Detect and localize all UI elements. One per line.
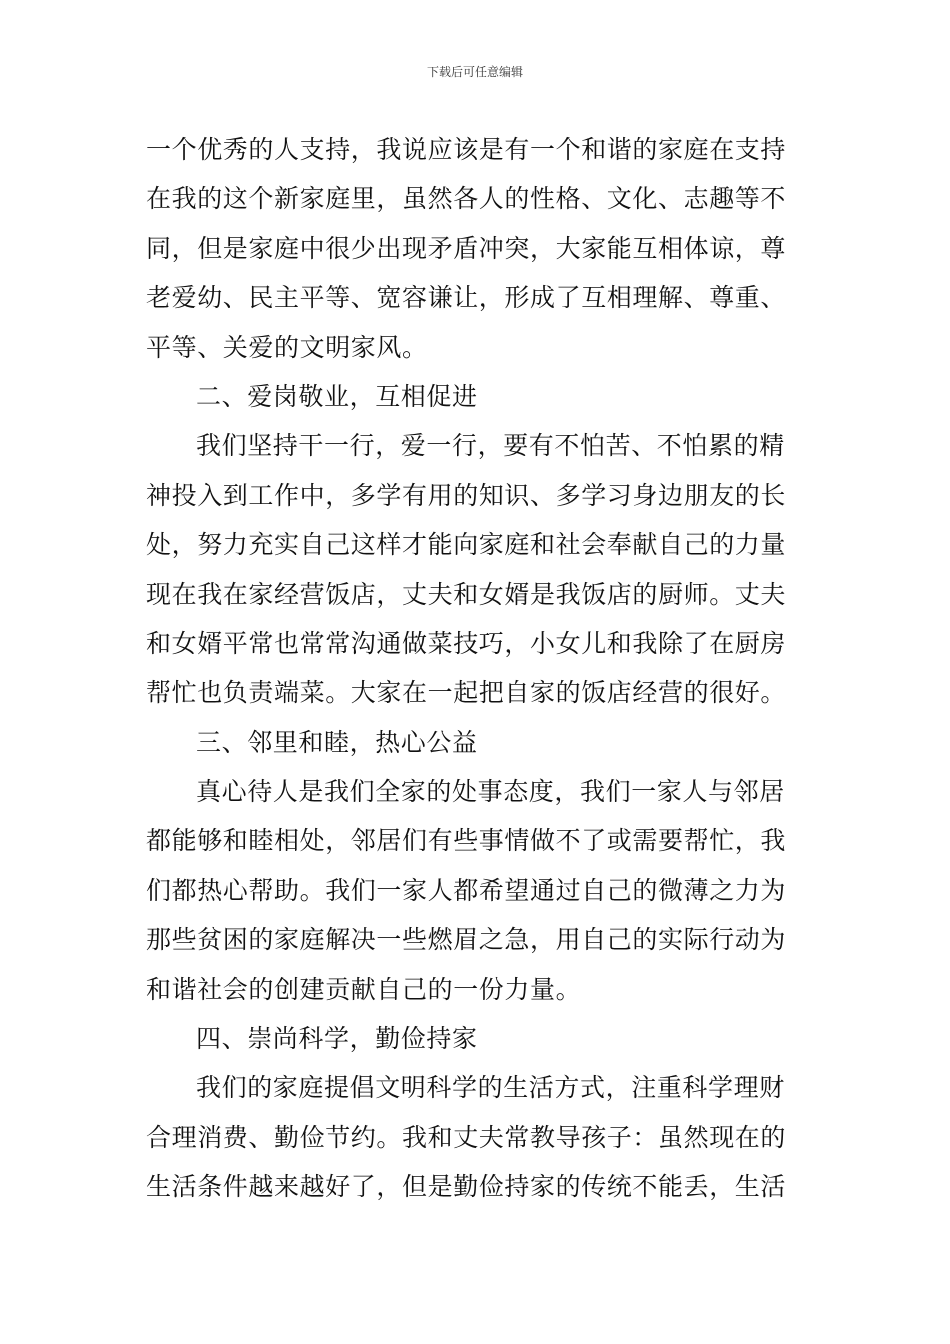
text-line: 现在我在家经营饭店，丈夫和女婿是我饭店的厨师。丈夫 <box>146 579 787 609</box>
text-line: 帮忙也负责端菜。大家在一起把自家的饭店经营的很好。 <box>146 678 787 708</box>
text-line: 合理消费、勤俭节约。我和丈夫常教导孩子：虽然现在的 <box>146 1122 787 1152</box>
text-line: 都能够和睦相处，邻居们有些事情做不了或需要帮忙，我 <box>146 826 787 856</box>
text-line: 和女婿平常也常常沟通做菜技巧，小女儿和我除了在厨房 <box>146 628 787 658</box>
document-body <box>146 125 806 1212</box>
page-header: 下载后可任意编辑 <box>426 65 523 79</box>
text-line: 处，努力充实自己这样才能向家庭和社会奉献自己的力量 <box>146 530 787 560</box>
text-line: 平等、关爱的文明家风。 <box>146 332 428 362</box>
text-line: 一个优秀的人支持，我说应该是有一个和谐的家庭在支持 <box>146 135 787 164</box>
text-line: 生活条件越来越好了，但是勤俭持家的传统不能丢，生活 <box>146 1172 787 1202</box>
text-line: 同，但是家庭中很少出现矛盾冲突，大家能互相体谅，尊 <box>146 233 787 263</box>
text-line: 在我的这个新家庭里，虽然各人的性格、文化、志趣等不 <box>146 184 787 214</box>
section-heading: 二、爱岗敬业，互相促进 <box>196 381 478 411</box>
text-line: 老爱幼、民主平等、宽容谦让，形成了互相理解、尊重、 <box>146 283 787 313</box>
text-line: 那些贫困的家庭解决一些燃眉之急，用自己的实际行动为 <box>146 925 787 955</box>
text-line: 我们的家庭提倡文明科学的生活方式，注重科学理财 <box>196 1073 785 1103</box>
text-line: 们都热心帮助。我们一家人都希望通过自己的微薄之力为 <box>146 875 787 905</box>
section-heading: 三、邻里和睦，热心公益 <box>196 727 478 757</box>
text-line: 和谐社会的创建贡献自己的一份力量。 <box>146 974 582 1004</box>
text-line: 神投入到工作中，多学有用的知识、多学习身边朋友的长 <box>146 480 787 510</box>
text-line: 真心待人是我们全家的处事态度，我们一家人与邻居 <box>196 777 785 807</box>
text-line: 我们坚持干一行，爱一行，要有不怕苦、不怕累的精 <box>196 431 785 461</box>
section-heading: 四、崇尚科学，勤俭持家 <box>196 1024 478 1054</box>
